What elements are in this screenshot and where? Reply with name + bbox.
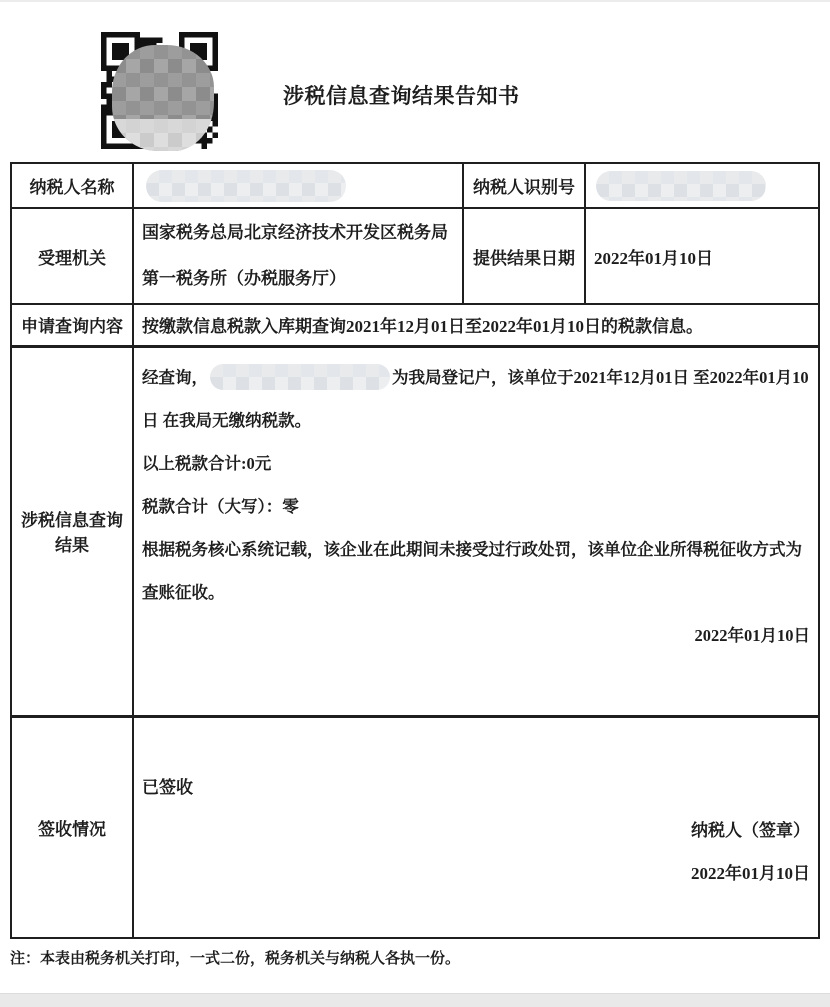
table-row-authority (11, 208, 819, 304)
authority-label: 受理机关 (11, 208, 133, 304)
signer-line: 纳税人（签章） (691, 820, 810, 840)
page-title: 涉税信息查询结果告知书 (283, 84, 520, 108)
company-name-redaction (210, 364, 390, 390)
bottom-bar (0, 993, 830, 1007)
result-remark: 根据税务核心系统记载，该企业在此期间未接受过行政处罚，该单位企业所得税征收方式为查账征收。 (142, 539, 802, 602)
taxpayer-id-redaction (596, 171, 766, 201)
sign-label: 签收情况 (11, 716, 133, 938)
sign-date: 2022年01月10日 (691, 863, 810, 883)
query-label: 申请查询内容 (11, 304, 133, 346)
result-line1-prefix: 经查询， (142, 367, 208, 387)
result-paragraph (142, 356, 812, 442)
page-top-divider (0, 0, 830, 2)
tax-total-line: 以上税款合计:0元 (142, 453, 272, 473)
table-row-sign (11, 716, 819, 938)
tax-total-capital-line: 税款合计（大写）：零 (142, 496, 299, 516)
sign-content (133, 716, 819, 938)
notification-table (10, 162, 820, 939)
result-label: 涉税信息查询结果 (11, 346, 133, 716)
taxpayer-name-label: 纳税人名称 (11, 163, 133, 208)
taxpayer-name-redaction (146, 170, 346, 202)
taxpayer-name-value (133, 163, 463, 208)
taxpayer-id-value (585, 163, 819, 208)
sign-status: 已签收 (142, 777, 193, 797)
taxpayer-id-label: 纳税人识别号 (463, 163, 585, 208)
qr-code (101, 32, 218, 152)
table-row-query (11, 304, 819, 346)
qr-redaction-blur (112, 45, 214, 151)
result-date: 2022年01月10日 (694, 625, 810, 645)
result-date-value: 2022年01月10日 (585, 208, 819, 304)
table-row-result (11, 346, 819, 716)
result-line1-suffix: 为我局登记户，该单位于2021年12月01日 至2022年01月10日 在我局无缴纳税款。 (142, 367, 809, 430)
authority-value: 国家税务总局北京经济技术开发区税务局第一税务所（办税服务厅） (133, 208, 463, 304)
table-row-taxpayer (11, 163, 819, 208)
result-content (133, 346, 819, 716)
query-value: 按缴款信息税款入库期查询2021年12月01日至2022年01月10日的税款信息。 (133, 304, 819, 346)
footer-note: 注：本表由税务机关打印，一式二份，税务机关与纳税人各执一份。 (10, 951, 461, 967)
result-date-label: 提供结果日期 (463, 208, 585, 304)
